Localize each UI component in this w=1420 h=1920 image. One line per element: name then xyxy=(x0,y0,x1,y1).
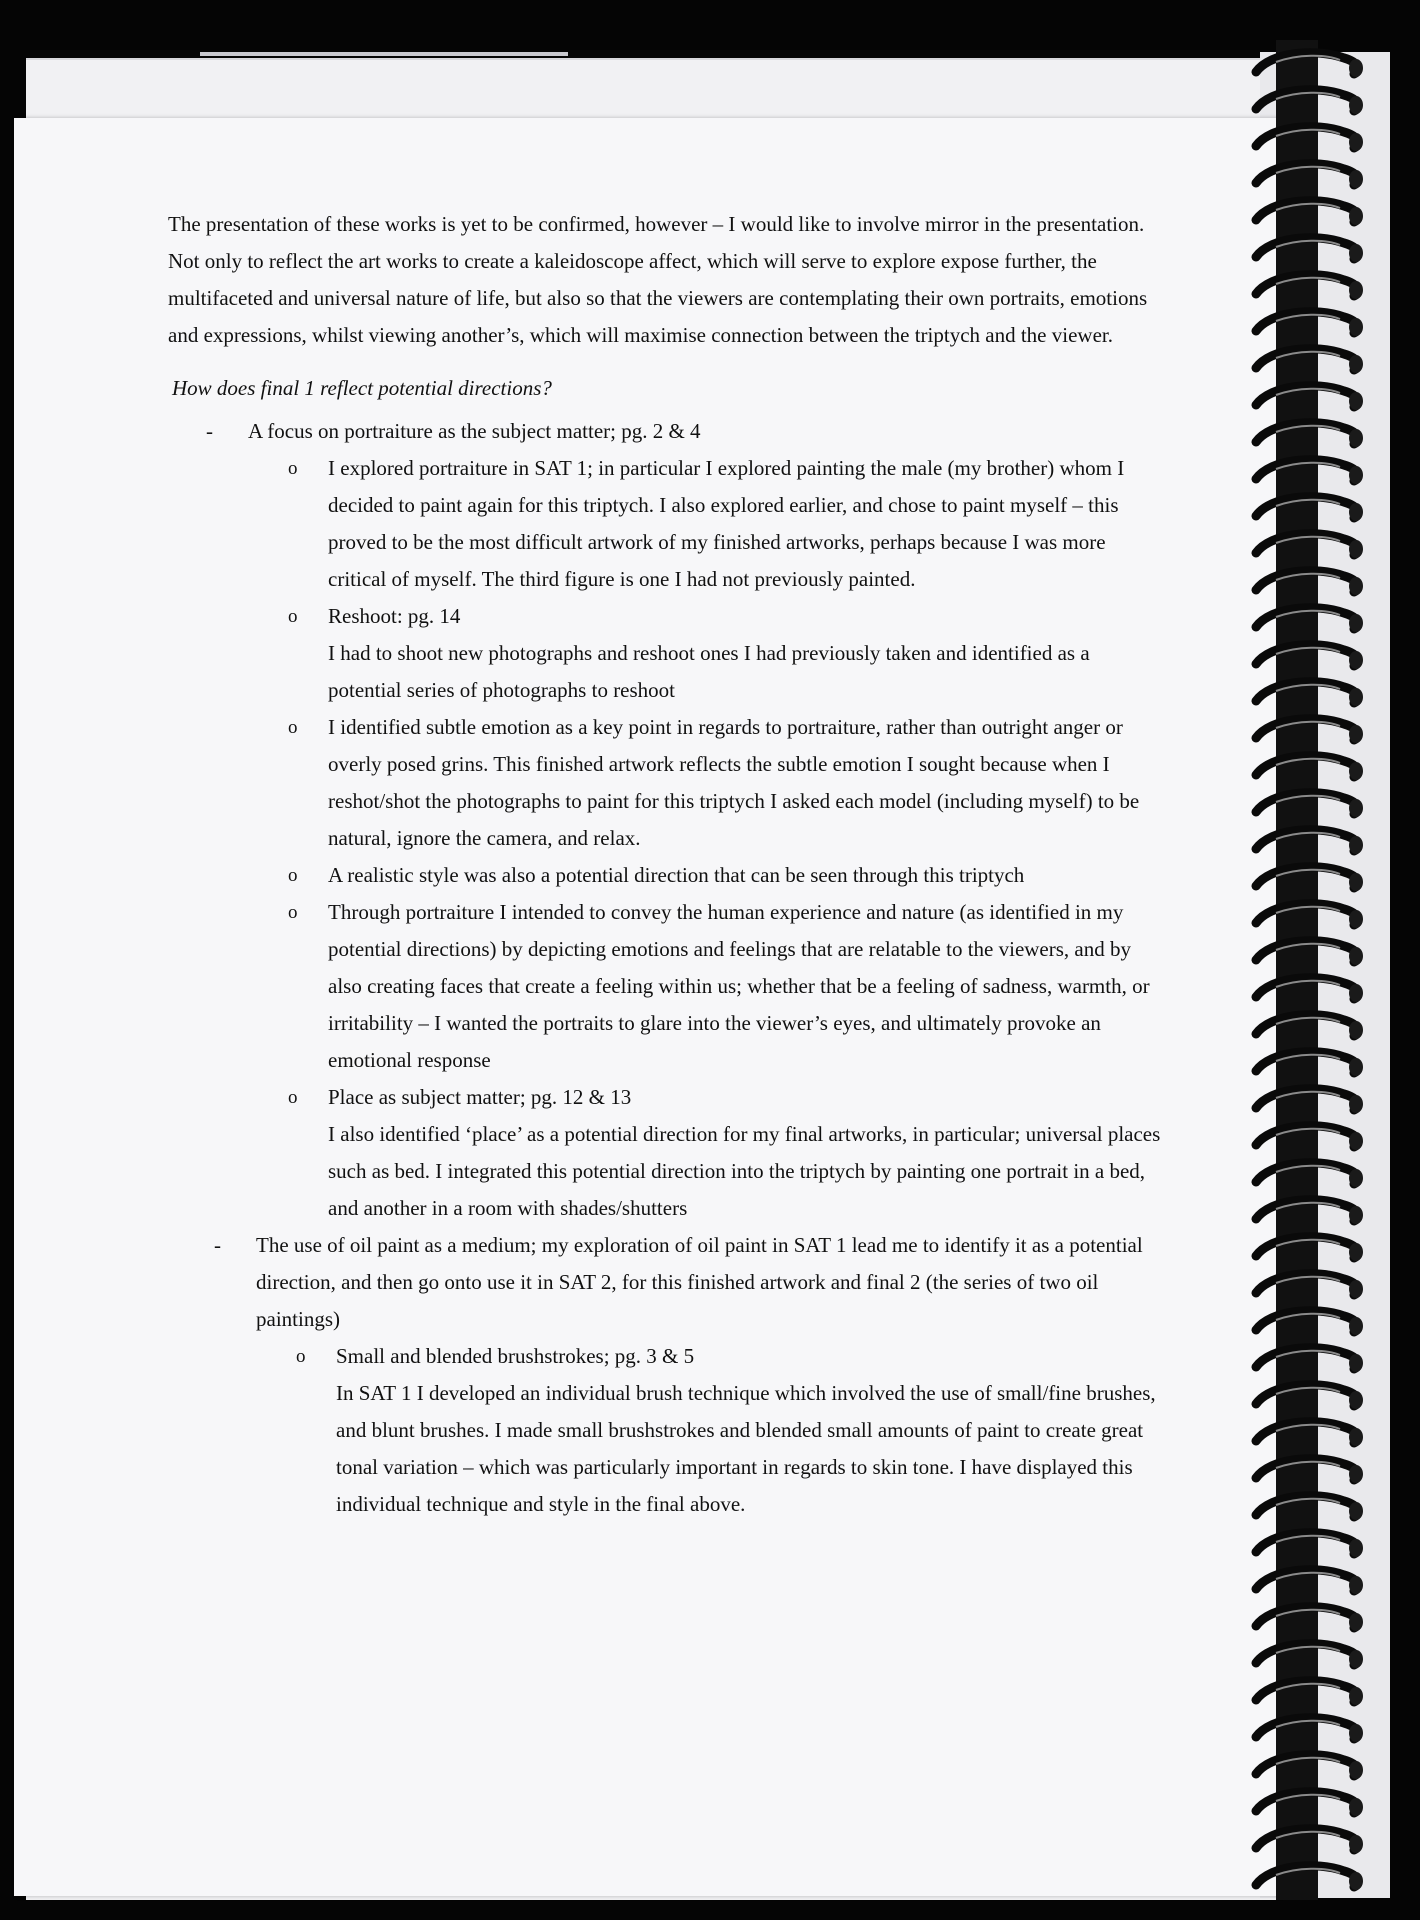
bullet-marker: o xyxy=(288,1087,298,1108)
binding-hole xyxy=(1349,170,1363,188)
list-item xyxy=(288,598,1168,709)
binding-hole xyxy=(1349,1872,1363,1890)
binding-hole xyxy=(1349,1243,1363,1261)
binding-hole xyxy=(1349,1835,1363,1853)
binding-hole xyxy=(1349,1428,1363,1446)
binding-hole xyxy=(1349,1798,1363,1816)
binding-hole xyxy=(1349,503,1363,521)
binding-hole xyxy=(1349,1206,1363,1224)
list-item xyxy=(288,1079,1168,1227)
binding-hole xyxy=(1349,281,1363,299)
binding-hole xyxy=(1349,984,1363,1002)
binding-hole xyxy=(1349,1169,1363,1187)
list-item xyxy=(288,894,1168,1079)
binding-hole xyxy=(1349,1317,1363,1335)
dash-item-oil-paint xyxy=(214,1227,1168,1338)
oil-paint-bullets xyxy=(256,1338,1168,1523)
binding-hole xyxy=(1349,1132,1363,1150)
binding-hole xyxy=(1349,540,1363,558)
binding-hole xyxy=(1349,1095,1363,1113)
binding-hole xyxy=(1349,466,1363,484)
section-heading: How does final 1 reflect potential directions? xyxy=(172,376,552,400)
list-item-text: A realistic style was also a potential direction that can be seen through this triptych xyxy=(328,863,1025,887)
list-item-text: Reshoot: pg. 14 xyxy=(328,604,461,628)
list-item-text: Small and blended brushstrokes; pg. 3 & 5 xyxy=(336,1344,695,1368)
list-item xyxy=(288,709,1168,857)
binding-hole xyxy=(1349,392,1363,410)
binding-hole xyxy=(1349,59,1363,77)
binding-hole xyxy=(1349,1539,1363,1557)
binding-hole xyxy=(1349,910,1363,928)
bullet-marker: o xyxy=(288,458,298,479)
list-item-text: I explored portraiture in SAT 1; in particular I explored painting the male (my brother) whom I decided to paint again for this triptych. I also explored earlier, and chose to paint myself – this proved to be the most difficult artwork of my finished artworks, perhaps because I was more critical of myself. The third figure is one I had not previously painted. xyxy=(328,456,1125,591)
bullet-marker: o xyxy=(288,902,298,923)
binding-hole xyxy=(1349,762,1363,780)
list-item xyxy=(288,450,1168,598)
binding-hole xyxy=(1349,1724,1363,1742)
binding-hole xyxy=(1349,1761,1363,1779)
bullet-marker: o xyxy=(288,865,298,886)
dash-item-title: The use of oil paint as a medium; my exploration of oil paint in SAT 1 lead me to identify it as a potential direction, and then go onto use it in SAT 2, for this finished artwork and final 2 (the series of two oil paintings) xyxy=(256,1233,1143,1331)
list-item-text: Through portraiture I intended to convey the human experience and nature (as identified in my potential directions) by depicting emotions and feelings that are relatable to the viewers, and by also creating faces that create a feeling within us; whether that be a feeling of sadness, warmth, or irritability – I wanted the portraits to glare into the viewer’s eyes, and ultimately provoke an emotional response xyxy=(328,900,1150,1072)
binding-hole xyxy=(1349,1280,1363,1298)
binding-hole xyxy=(1349,799,1363,817)
dash-marker: - xyxy=(206,419,213,443)
binding-hole xyxy=(1349,577,1363,595)
binding-hole xyxy=(1349,725,1363,743)
binding-hole xyxy=(1349,1354,1363,1372)
binding-hole xyxy=(1349,1391,1363,1409)
list-item-text: I identified subtle emotion as a key point in regards to portraiture, rather than outright anger or overly posed grins. This finished artwork reflects the subtle emotion I sought because when I reshot/shot the photographs to paint for this triptych I asked each model (including myself) to be natural, ignore the camera, and relax. xyxy=(328,715,1140,850)
binding-hole xyxy=(1349,651,1363,669)
dash-marker: - xyxy=(214,1233,221,1257)
binding-hole xyxy=(1349,429,1363,447)
binding-hole xyxy=(1349,1650,1363,1668)
binding-hole xyxy=(1349,873,1363,891)
bullet-marker: o xyxy=(288,606,298,627)
binding-hole xyxy=(1349,614,1363,632)
bullet-marker: o xyxy=(296,1346,306,1367)
binding-hole xyxy=(1349,355,1363,373)
dash-item-title: A focus on portraiture as the subject matter; pg. 2 & 4 xyxy=(248,419,701,443)
binding-hole xyxy=(1349,688,1363,706)
binding-hole xyxy=(1349,207,1363,225)
spiral-binding xyxy=(1236,40,1396,1900)
list-item xyxy=(288,857,1168,894)
binding-hole xyxy=(1349,318,1363,336)
bullet-marker: o xyxy=(288,717,298,738)
page-content xyxy=(168,206,1168,1523)
portraiture-bullets xyxy=(248,450,1168,1227)
binding-hole xyxy=(1349,1465,1363,1483)
page-edge-line xyxy=(200,52,568,56)
list-item-text: Place as subject matter; pg. 12 & 13 xyxy=(328,1085,632,1109)
binding-hole xyxy=(1349,1058,1363,1076)
binding-hole xyxy=(1349,133,1363,151)
list-item-detail: I also identified ‘place’ as a potential direction for my final artworks, in particular; universal places such as bed. I integrated this potential direction into the triptych by painting one portrait in a bed, and another in a room with shades/shutters xyxy=(328,1122,1161,1220)
list-item-detail: In SAT 1 I developed an individual brush technique which involved the use of small/fine brushes, and blunt brushes. I made small brushstrokes and blended small amounts of paint to create great tonal variation – which was particularly important in regards to skin tone. I have displayed this individual technique and style in the final above. xyxy=(336,1381,1156,1516)
list-item-detail: I had to shoot new photographs and reshoot ones I had previously taken and identified as a potential series of photographs to reshoot xyxy=(328,641,1090,702)
intro-paragraph: The presentation of these works is yet to be confirmed, however – I would like to involve mirror in the presentation. Not only to reflect the art works to create a kaleidoscope affect, which will serve to explore expose further, the multifaceted and universal nature of life, but also so that the viewers are contemplating their own portraits, emotions and expressions, whilst viewing another’s, which will maximise connection between the triptych and the viewer. xyxy=(168,212,1148,347)
binding-hole xyxy=(1349,1021,1363,1039)
binding-hole xyxy=(1349,244,1363,262)
binding-hole xyxy=(1349,1502,1363,1520)
list-item xyxy=(296,1338,1168,1523)
binding-hole xyxy=(1349,1687,1363,1705)
binding-hole xyxy=(1349,836,1363,854)
binding-hole xyxy=(1349,1613,1363,1631)
binding-hole xyxy=(1349,96,1363,114)
dash-item-portraiture xyxy=(206,413,1168,450)
binding-hole xyxy=(1349,1576,1363,1594)
binding-hole xyxy=(1349,947,1363,965)
